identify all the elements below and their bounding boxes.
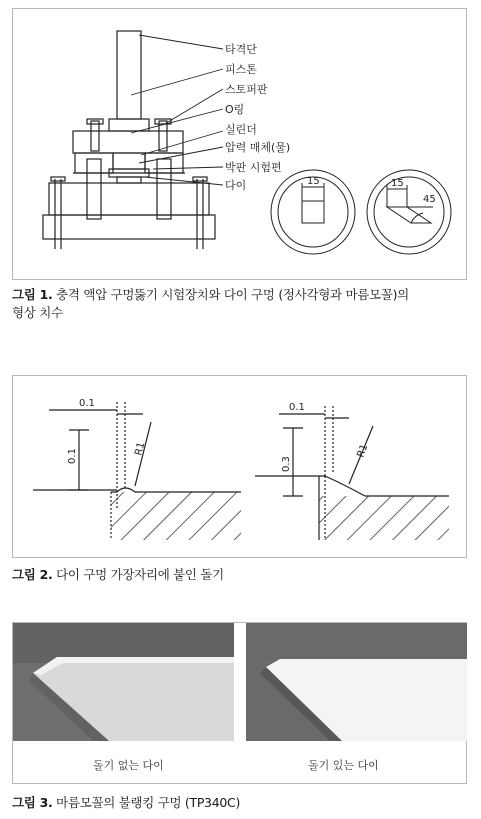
impact-hydroforming-apparatus-diagram [13,9,466,279]
figure-3-caption-text: 마름모꼴의 불랭킹 구멍 (TP340C) [56,795,241,810]
figure-2-caption-number: 그림 2. [12,567,53,582]
figure-2-panel [12,375,467,558]
label-oring: O링 [225,103,245,116]
figure-1-caption [12,286,472,322]
photo-die-with-protrusion [246,623,467,741]
photo-left-label: 돌기 없는 다이 [93,759,164,772]
figure-3-caption [12,794,240,812]
label-striker: 타격단 [225,43,257,56]
right-top-dim: 0.1 [289,402,305,413]
die-right-section [255,406,449,540]
figure-1-caption-text-2: 형상 치수 [12,305,63,320]
figure-1-panel [12,8,467,280]
die-edge-protrusion-diagram [13,376,466,557]
label-medium: 압력 매체(물) [225,141,291,154]
figure-1-caption-text: 충격 액압 구멍뚫기 시험장치와 다이 구멍 (정사각형과 마름모꼴)의 [56,287,409,302]
dim-square: 15 [307,176,320,187]
label-sheet: 박판 시험편 [225,161,282,174]
photo-right-label: 돌기 있는 다이 [308,759,379,772]
figure-2-caption-text: 다이 구멍 가장자리에 붙인 돌기 [56,567,224,582]
die-left-section [33,402,241,540]
figure-3-panel [12,622,467,784]
right-side-dim: 0.3 [281,456,292,472]
left-radius-dim: R1 [133,441,148,457]
label-stopper: 스토퍼판 [225,83,268,96]
dim-para: 15 [391,178,404,189]
figure-1-caption-number: 그림 1. [12,287,53,302]
piston [109,119,149,131]
label-piston: 피스톤 [225,63,257,76]
label-die: 다이 [225,179,247,192]
left-side-dim: 0.1 [67,448,78,464]
photo-die-without-protrusion [13,623,234,741]
striker-rod [117,31,141,119]
die-base [49,183,209,215]
dim-angle: 45 [423,194,436,205]
left-top-dim: 0.1 [79,398,95,409]
figure-2-caption [12,566,224,584]
right-radius-dim: R1 [355,442,371,460]
cylinder [113,153,145,169]
figure-3-caption-number: 그림 3. [12,795,53,810]
die-hole-rhombus-diagram [367,170,451,254]
label-cylinder: 실린더 [225,123,257,136]
